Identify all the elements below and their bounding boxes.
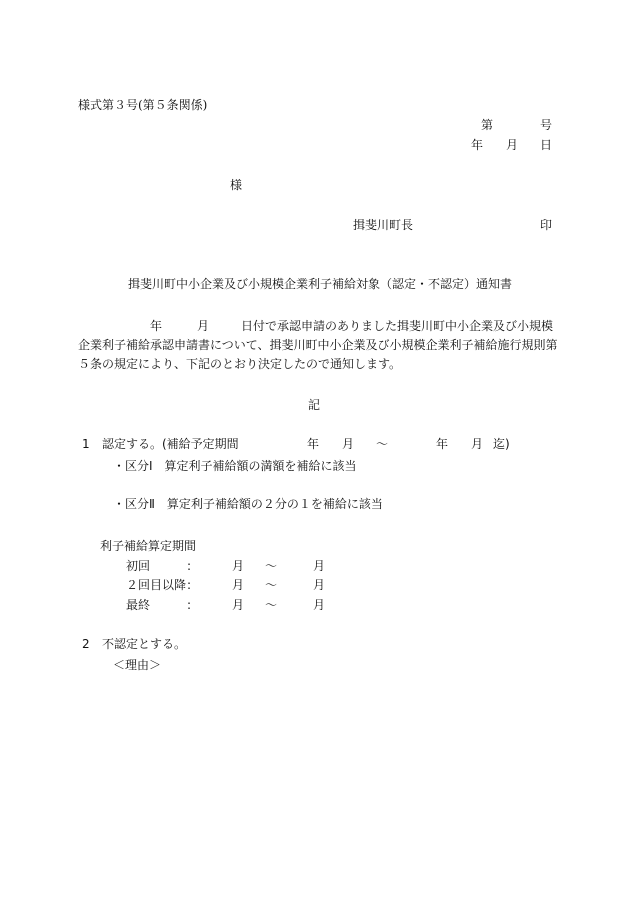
item-2-reason-heading: ＜理由＞	[113, 658, 162, 672]
body-line-1: 日付で承認申請のありました揖斐川町中小企業及び小規模	[241, 319, 554, 333]
period-row-month-end: 月	[313, 559, 326, 573]
body-month: 月	[197, 319, 210, 333]
period-row-month-end: 月	[313, 598, 326, 612]
item-1-number: 1	[82, 437, 90, 451]
period-row-label: 最終	[126, 598, 151, 612]
form-number: 様式第３号(第５条関係)	[78, 98, 208, 112]
period-row-colon: :	[187, 578, 192, 592]
date-day: 日	[540, 138, 553, 152]
period-row-colon: :	[187, 598, 192, 612]
recipient-honorific: 様	[230, 178, 243, 192]
item-1-tilde: ～	[376, 437, 389, 451]
item-1-text: 認定する。(補給予定期間	[102, 437, 239, 451]
item-2-text: 不認定とする。	[102, 637, 187, 651]
body-line-2: 企業利子補給承認申請書について、揖斐川町中小企業及び小規模企業利子補給施行規則第	[78, 338, 558, 352]
period-row-month-end: 月	[313, 578, 326, 592]
period-row-tilde: ～	[265, 598, 278, 612]
item-2-number: 2	[82, 637, 90, 651]
item-1-until: 迄)	[493, 437, 510, 451]
category-2: ・区分Ⅱ 算定利子補給額の２分の１を補給に該当	[113, 497, 383, 511]
period-row-tilde: ～	[265, 578, 278, 592]
date-month: 月	[506, 138, 519, 152]
period-row-label: 初回	[126, 559, 151, 573]
document-title: 揖斐川町中小企業及び小規模企業利子補給対象（認定・不認定）通知書	[128, 277, 513, 291]
number-prefix: 第	[481, 118, 494, 132]
item-1-month-2: 月	[471, 437, 484, 451]
period-row-month-start: 月	[232, 578, 245, 592]
number-suffix: 号	[540, 118, 553, 132]
item-1-month-1: 月	[342, 437, 355, 451]
ki-heading: 記	[308, 398, 321, 412]
period-heading: 利子補給算定期間	[100, 539, 197, 553]
period-row-label: ２回目以降	[126, 578, 187, 592]
item-1-year-1: 年	[307, 437, 320, 451]
period-row-colon: :	[187, 559, 192, 573]
body-year: 年	[150, 319, 163, 333]
body-line-3: ５条の規定により、下記のとおり決定したので通知します。	[78, 357, 402, 371]
date-year: 年	[471, 138, 484, 152]
period-row-month-start: 月	[232, 559, 245, 573]
seal-mark: 印	[540, 218, 553, 232]
category-1: ・区分Ⅰ 算定利子補給額の満額を補給に該当	[113, 459, 357, 473]
sender-title: 揖斐川町長	[353, 218, 414, 232]
item-1-year-2: 年	[436, 437, 449, 451]
period-row-month-start: 月	[232, 598, 245, 612]
period-row-tilde: ～	[265, 559, 278, 573]
